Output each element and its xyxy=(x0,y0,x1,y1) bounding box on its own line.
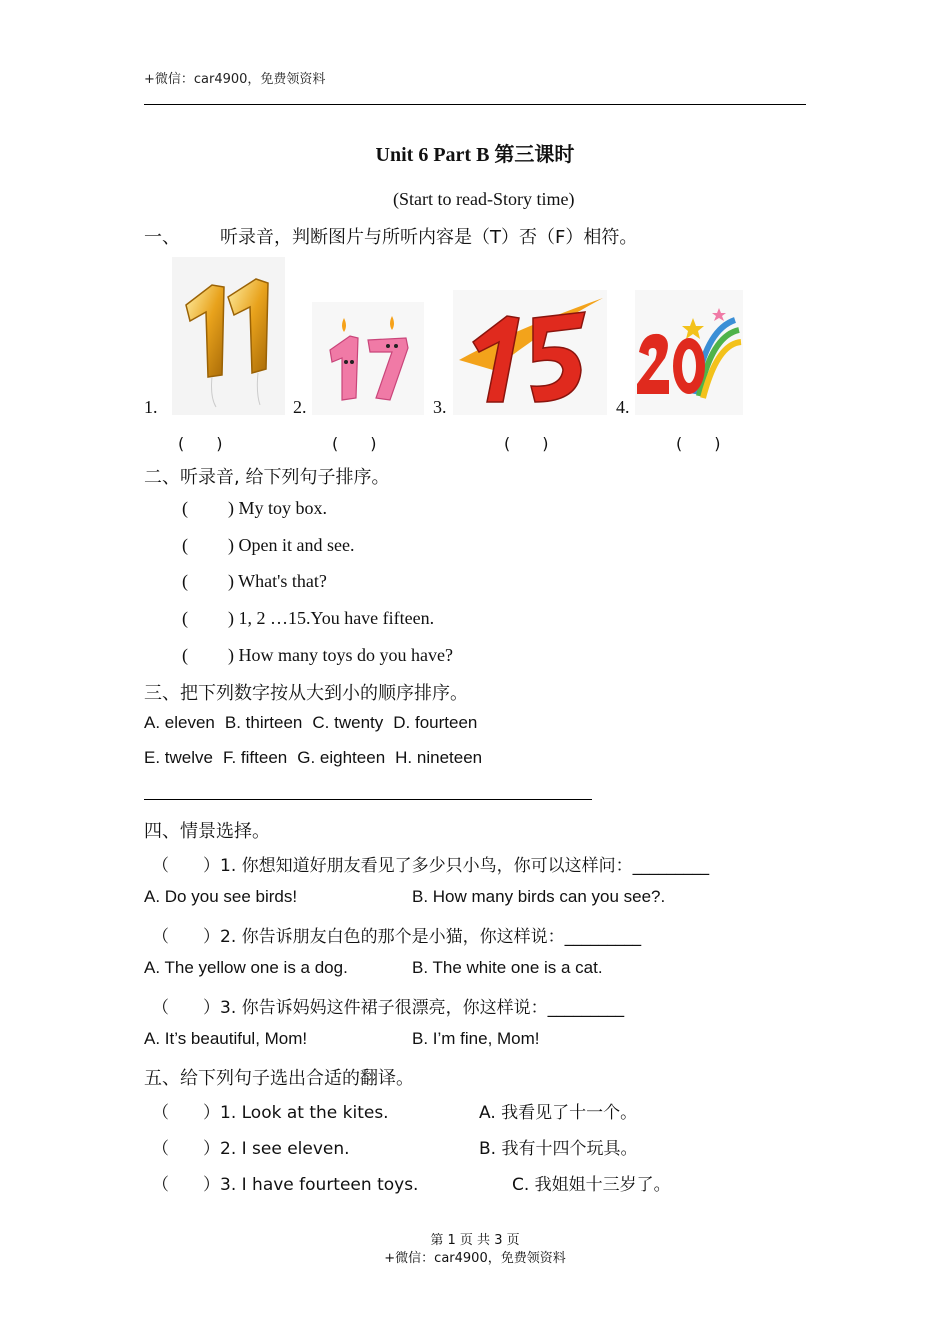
section1-item-2-answer[interactable]: ( ) xyxy=(332,434,377,453)
order-item-3[interactable] xyxy=(182,571,327,592)
translation-question-2[interactable]: （ ）2. I see eleven. xyxy=(152,1139,350,1159)
number-option: B. thirteen xyxy=(224,713,303,732)
order-item-2[interactable] xyxy=(182,535,354,556)
page-title: Unit 6 Part B 第三课时 xyxy=(375,144,575,166)
order-item-4[interactable] xyxy=(182,608,434,629)
ordering-answer-line[interactable] xyxy=(144,799,592,800)
scene-3-option-a: A. It’s beautiful, Mom! xyxy=(144,1029,308,1048)
section1-item-4-number: 4. xyxy=(616,397,630,417)
section1-item-2-number: 2. xyxy=(293,397,307,417)
footer-text: +微信：car4900，免费领资料 xyxy=(384,1251,566,1266)
translation-option-b: B. 我有十四个玩具。 xyxy=(479,1139,638,1159)
scene-1-option-b: B. How many birds can you see?. xyxy=(412,887,666,906)
number-option: E. twelve xyxy=(144,748,213,767)
scene-3-option-b: B. I’m fine, Mom! xyxy=(412,1029,540,1048)
number-option: D. fourteen xyxy=(393,713,478,732)
section4-instruction: 四、情景选择。 xyxy=(144,821,270,842)
scene-2-option-a: A. The yellow one is a dog. xyxy=(144,958,348,977)
translation-question-1[interactable]: （ ）1. Look at the kites. xyxy=(152,1103,389,1123)
number-option: H. nineteen xyxy=(395,748,483,767)
page-subtitle: (Start to read-Story time) xyxy=(393,189,575,209)
scene-question-3[interactable]: （ ）3. 你告诉妈妈这件裙子很漂亮，你这样说：_________ xyxy=(152,998,625,1018)
section1-text: 听录音，判断图片与所听内容是（T）否（F）相符。 xyxy=(220,227,638,248)
picture-number-11 xyxy=(172,257,285,415)
order-text: ) Open it and see. xyxy=(228,535,355,555)
scene-1-option-a: A. Do you see birds! xyxy=(144,887,298,906)
picture-number-20 xyxy=(635,290,743,415)
number-option: G. eighteen xyxy=(297,748,386,767)
order-open-paren: ( xyxy=(182,608,188,628)
order-text: ) 1, 2 …15.You have fifteen. xyxy=(228,608,435,628)
section1-item-1-number: 1. xyxy=(144,397,158,417)
number-option: A. eleven xyxy=(144,713,215,732)
number-options-row-2 xyxy=(144,748,492,768)
section2-instruction: 二、听录音, 给下列句子排序。 xyxy=(144,467,390,488)
number-options-row-1 xyxy=(144,713,487,733)
picture-number-15 xyxy=(453,290,607,415)
number-option: F. fifteen xyxy=(222,748,288,767)
picture-number-17 xyxy=(312,302,424,415)
order-open-paren: ( xyxy=(182,571,188,591)
scene-2-option-b: B. The white one is a cat. xyxy=(412,958,603,977)
section1-item-3-answer[interactable]: ( ) xyxy=(504,434,549,453)
order-open-paren: ( xyxy=(182,535,188,555)
translation-option-a: A. 我看见了十一个。 xyxy=(479,1103,638,1123)
section1-item-4-answer[interactable]: ( ) xyxy=(676,434,721,453)
section1-item-3-number: 3. xyxy=(433,397,447,417)
scene-question-2[interactable]: （ ）2. 你告诉朋友白色的那个是小猫，你这样说：_________ xyxy=(152,927,642,947)
translation-option-c: C. 我姐姐十三岁了。 xyxy=(512,1175,671,1195)
section1-item-1-answer[interactable]: ( ) xyxy=(178,434,223,453)
scene-question-1[interactable]: （ ）1. 你想知道好朋友看见了多少只小鸟，你可以这样问：_________ xyxy=(152,856,710,876)
order-open-paren: ( xyxy=(182,498,188,518)
order-item-1[interactable] xyxy=(182,498,327,519)
section1-label: 一、 xyxy=(144,227,180,248)
number-option: C. twenty xyxy=(312,713,384,732)
order-item-5[interactable] xyxy=(182,645,453,666)
order-text: ) How many toys do you have? xyxy=(228,645,453,665)
translation-question-3[interactable]: （ ）3. I have fourteen toys. xyxy=(152,1175,419,1195)
order-text: ) My toy box. xyxy=(228,498,327,518)
order-text: ) What's that? xyxy=(228,571,327,591)
section5-instruction: 五、给下列句子选出合适的翻译。 xyxy=(144,1068,414,1089)
order-open-paren: ( xyxy=(182,645,188,665)
header-divider xyxy=(144,104,806,105)
section3-instruction: 三、把下列数字按从大到小的顺序排序。 xyxy=(144,683,468,704)
page-number: 第 1 页 共 3 页 xyxy=(430,1233,520,1248)
section1-instruction xyxy=(144,223,637,249)
header-text: +微信：car4900，免费领资料 xyxy=(144,72,326,87)
